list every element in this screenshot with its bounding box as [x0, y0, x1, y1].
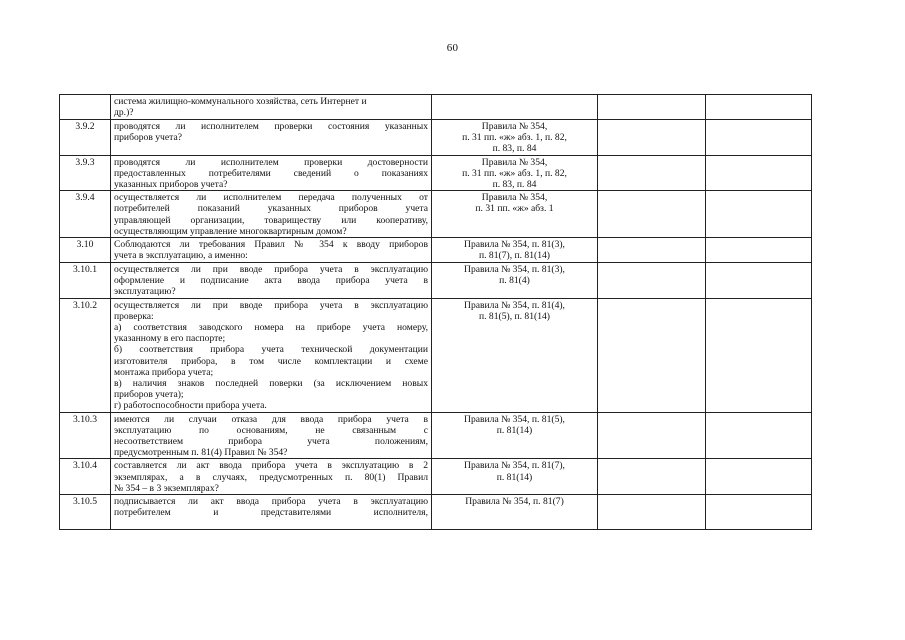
question-line: потребителем и представителями исполнителя, [114, 507, 428, 519]
item-number: 3.10.3 [60, 412, 111, 459]
notes-cell [706, 155, 812, 191]
question-line: указанному в его паспорте; [114, 333, 226, 345]
question-line: осуществляется ли исполнителем передача полученных от [114, 192, 428, 204]
answer-cell [598, 155, 706, 191]
question-line: предоставленных потребителями сведений о показаниях [114, 167, 428, 179]
question-line: подписывается ли акт ввода прибора учета в эксплуатацию [114, 496, 428, 508]
table-row [60, 459, 812, 495]
question-line: потребителей показаний указанных приборов учета [114, 203, 428, 215]
legal-reference-cell [432, 95, 598, 120]
question-line: Соблюдаются ли требования Правил № 354 к вводу приборов [114, 239, 428, 251]
question-cell [111, 263, 432, 299]
item-number: 3.10.2 [60, 298, 111, 412]
item-number: 3.10.4 [60, 459, 111, 495]
reference-line: п. 81(14) [496, 471, 533, 483]
legal-reference-cell [432, 155, 598, 191]
question-line: осуществляющим управление многоквартирным домом? [114, 225, 347, 237]
question-line: № 354 – в 3 экземплярах? [114, 482, 219, 494]
page-number: 60 [446, 42, 459, 54]
question-line: эксплуатацию? [114, 286, 176, 298]
reference-line: Правила № 354, п. 81(7) [465, 496, 564, 508]
question-line: эксплуатацию по основаниям, не связанным с [114, 424, 428, 436]
reference-line: Правила № 354, п. 81(4), [464, 299, 565, 311]
reference-line: п. 31 пп. «ж» абз. 1 [475, 203, 554, 215]
question-line: осуществляется ли при вводе прибора учета в эксплуатацию [114, 299, 428, 311]
reference-line: п. 31 пп. «ж» абз. 1, п. 82, [462, 167, 567, 179]
answer-cell [598, 495, 706, 530]
answer-cell [598, 95, 706, 120]
question-line: система жилищно-коммунального хозяйства, сеть Интернет и [114, 96, 367, 107]
question-line: в) наличия знаков последней поверки (за исключением новых [114, 378, 428, 390]
checklist-table [59, 94, 812, 530]
legal-reference-cell [432, 412, 598, 459]
question-line: а) соответствия заводского номера на приборе учета номеру, [114, 322, 428, 334]
notes-cell [706, 459, 812, 495]
question-line: указанных приборов учета? [114, 179, 228, 191]
question-cell [111, 155, 432, 191]
notes-cell [706, 238, 812, 263]
legal-reference-cell [432, 298, 598, 412]
table-row [60, 412, 812, 459]
question-line: имеются ли случаи отказа для ввода прибора учета в [114, 413, 428, 425]
question-line: управляющей организации, товариществу или кооперативу, [114, 214, 428, 226]
reference-line: п. 81(4) [499, 275, 530, 287]
notes-cell [706, 95, 812, 120]
question-line: изготовителя прибора, в том числе комплектации и схеме [114, 355, 428, 367]
legal-reference-cell [432, 495, 598, 530]
notes-cell [706, 191, 812, 238]
question-cell [111, 459, 432, 495]
question-cell [111, 298, 432, 412]
table-row [60, 263, 812, 299]
notes-cell [706, 263, 812, 299]
question-line: приборов учета? [114, 132, 182, 144]
table-row [60, 155, 812, 191]
answer-cell [598, 191, 706, 238]
question-line: предусмотренным п. 81(4) Правил № 354? [114, 447, 288, 459]
item-number: 3.9.2 [60, 120, 111, 156]
legal-reference-cell [432, 459, 598, 495]
answer-cell [598, 459, 706, 495]
question-line: проводятся ли исполнителем проверки достоверности [114, 156, 428, 168]
answer-cell [598, 120, 706, 156]
question-line: др.)? [114, 107, 134, 119]
answer-cell [598, 238, 706, 263]
reference-line: Правила № 354, п. 81(3), [464, 239, 565, 251]
table-row [60, 191, 812, 238]
answer-cell [598, 412, 706, 459]
question-line: оформление и подписание акта ввода прибора учета в [114, 275, 428, 287]
reference-line: Правила № 354, [481, 121, 548, 132]
question-cell [111, 495, 432, 530]
question-cell [111, 191, 432, 238]
item-number: 3.10.5 [60, 495, 111, 530]
legal-reference-cell [432, 120, 598, 156]
table-row [60, 120, 812, 156]
notes-cell [706, 120, 812, 156]
notes-cell [706, 412, 812, 459]
legal-reference-cell [432, 238, 598, 263]
reference-line: п. 81(7), п. 81(14) [478, 250, 551, 262]
item-number: 3.10 [60, 238, 111, 263]
question-line: г) работоспособности прибора учета. [114, 400, 267, 412]
reference-line: Правила № 354, п. 81(5), [464, 413, 565, 425]
question-line: проверка: [114, 310, 154, 322]
notes-cell [706, 495, 812, 530]
reference-line: п. 83, п. 84 [492, 179, 537, 191]
reference-line: Правила № 354, п. 81(7), [464, 460, 565, 472]
question-line: учета в эксплуатацию, а именно: [114, 250, 248, 262]
reference-line: Правила № 354, п. 81(3), [464, 264, 565, 276]
item-number: 3.9.4 [60, 191, 111, 238]
reference-line: Правила № 354, [481, 156, 548, 168]
question-line: осуществляется ли при вводе прибора учета в эксплуатацию [114, 264, 428, 276]
item-number [60, 95, 111, 120]
reference-line: п. 81(14) [496, 424, 533, 436]
table-row [60, 298, 812, 412]
question-line: монтажа прибора учета; [114, 366, 214, 378]
reference-line: Правила № 354, [481, 192, 548, 204]
answer-cell [598, 298, 706, 412]
reference-line: п. 81(5), п. 81(14) [478, 310, 551, 322]
answer-cell [598, 263, 706, 299]
item-number: 3.9.3 [60, 155, 111, 191]
legal-reference-cell [432, 263, 598, 299]
question-line: экземплярах, а в случаях, предусмотренных п. 80(1) Правил [114, 471, 428, 483]
table-row [60, 495, 812, 530]
question-line: б) соответствия прибора учета технической документации [114, 344, 428, 356]
question-line: приборов учета); [114, 389, 184, 401]
question-cell [111, 120, 432, 156]
question-cell [111, 412, 432, 459]
question-line: проводятся ли исполнителем проверки состояния указанных [114, 121, 428, 132]
question-cell [111, 238, 432, 263]
notes-cell [706, 298, 812, 412]
question-cell [111, 95, 432, 120]
reference-line: п. 31 пп. «ж» абз. 1, п. 82, [462, 132, 567, 144]
table-row [60, 95, 812, 120]
item-number: 3.10.1 [60, 263, 111, 299]
legal-reference-cell [432, 191, 598, 238]
question-line: несоответствием прибора учета положениям, [114, 436, 428, 448]
question-line: составляется ли акт ввода прибора учета в эксплуатацию в 2 [114, 460, 428, 472]
table-row [60, 238, 812, 263]
reference-line: п. 83, п. 84 [492, 143, 537, 155]
